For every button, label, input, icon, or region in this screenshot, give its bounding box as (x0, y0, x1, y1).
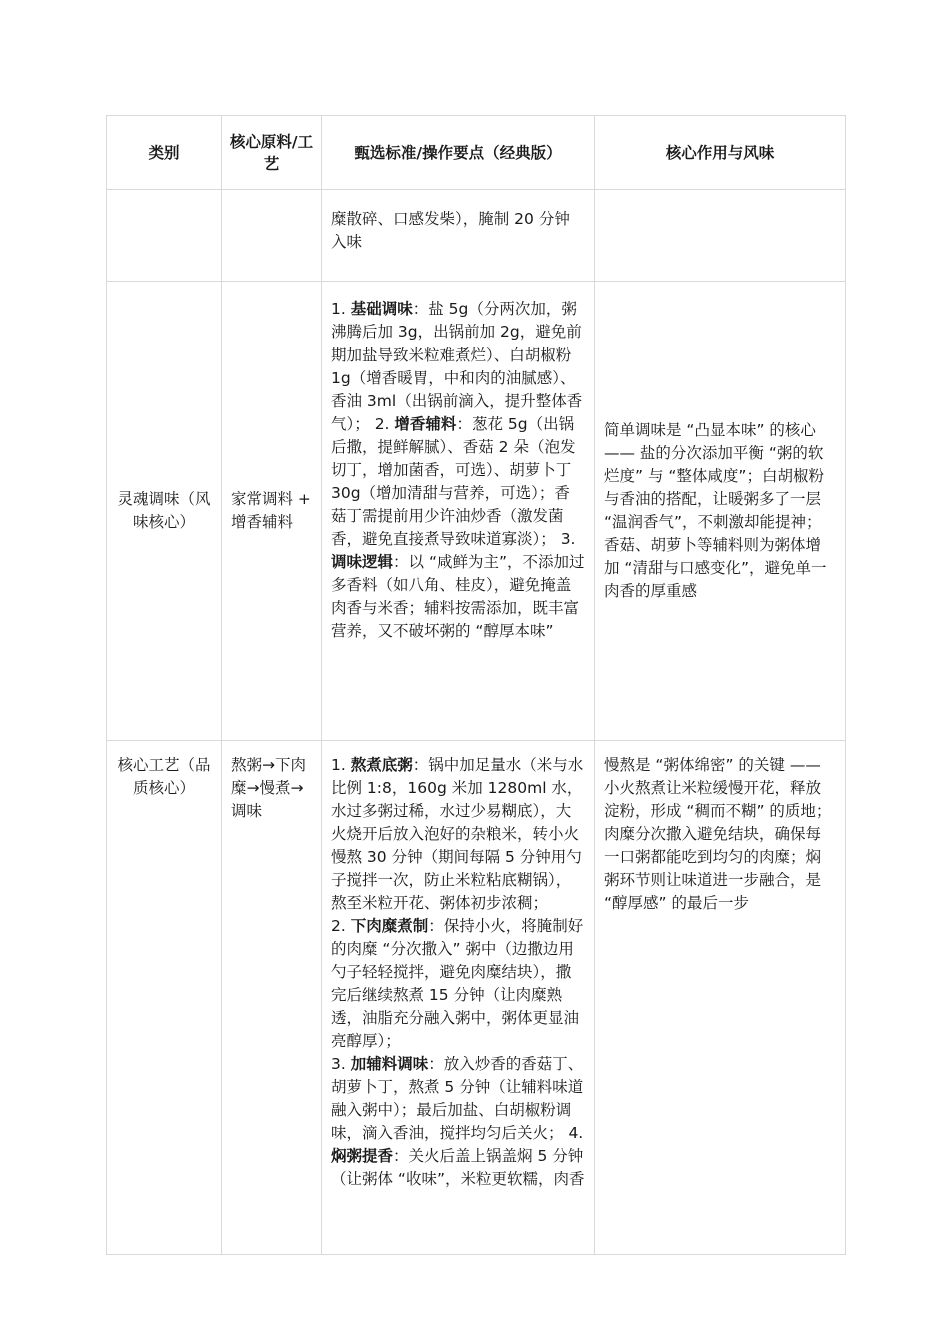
step-text: ：以 “咸鲜为主”，不添加过多香料（如八角、桂皮），避免掩盖肉香与米香；辅料按需添加，既丰富营养，又不破坏粥的 “醇厚本味” (331, 553, 585, 640)
step-title: 增香辅料 (394, 415, 457, 433)
cell-material: 家常调料 + 增香辅料 (222, 282, 322, 741)
cell-standard (322, 282, 595, 741)
cell-material: 熬粥→下肉糜→慢煮→调味 (222, 741, 322, 1255)
cell-effect: 简单调味是 “凸显本味” 的核心 —— 盐的分次添加平衡 “粥的软烂度” 与 “整体咸度”；白胡椒粉与香油的搭配，让暖粥多了一层 “温润香气”，不刺激却能提神；香菇、胡萝卜等辅料则为粥体增加 “清甜与口感变化”，避免单一肉香的厚重感 (595, 282, 846, 741)
step-text: ：关火后盖上锅盖焖 5 分钟（让粥体 “收味”，米粒更软糯，肉香 (331, 1147, 585, 1188)
recipe-table (106, 115, 846, 1255)
step-number: 4. (563, 1124, 584, 1142)
step-text: ：葱花 5g（出锅后撒，提鲜解腻）、香菇 2 朵（泡发切丁，增加菌香，可选）、胡萝卜丁 30g（增加清甜与营养，可选）；香菇丁需提前用少许油炒香（激发菌香，避免直接煮导致味道寡淡）； (331, 415, 576, 548)
step-text: ：盐 5g（分两次加，粥沸腾后加 3g，出锅前加 2g，避免前期加盐导致米粒难煮烂）、白胡椒粉 1g（增香暖胃，中和肉的油腻感）、香油 3ml（出锅前滴入，提升整体香气）； (331, 300, 583, 433)
step-number: 2. (369, 415, 395, 433)
cell-content (331, 754, 585, 1230)
header-category: 类别 (107, 116, 222, 190)
step-title: 加辅料调味 (350, 1055, 429, 1073)
step-number: 3. (555, 530, 576, 548)
step-number: 1. (331, 756, 351, 774)
cell-effect: 慢熬是 “粥体绵密” 的关键 —— 小火熬煮让米粒缓慢开花，释放淀粉，形成 “稠而不糊” 的质地；肉糜分次撒入避免结块，确保每一口粥都能吃到均匀的肉糜；焖粥环节则让味道进一步融合，是 “醇厚感” 的最后一步 (595, 741, 846, 1255)
cell-category: 灵魂调味（风味核心） (107, 282, 222, 741)
cell-material (222, 190, 322, 282)
table-row (107, 282, 846, 741)
table-row (107, 741, 846, 1255)
header-material: 核心原料/工艺 (222, 116, 322, 190)
cell-effect (595, 190, 846, 282)
cell-category (107, 190, 222, 282)
step-title: 调味逻辑 (331, 553, 394, 571)
step-number: 2. (331, 917, 351, 935)
header-effect: 核心作用与风味 (595, 116, 846, 190)
step-text: ：放入炒香的香菇丁、胡萝卜丁，熬煮 5 分钟（让辅料味道融入粥中）；最后加盐、白胡椒粉调味，滴入香油，搅拌均匀后关火； (331, 1055, 584, 1142)
header-standard: 甄选标准/操作要点（经典版） (322, 116, 595, 190)
step-text: ：保持小火，将腌制好的肉糜 “分次撒入” 粥中（边撒边用勺子轻轻搅拌，避免肉糜结块），撒完后继续熬煮 15 分钟（让肉糜熟透，油脂充分融入粥中，粥体更显油亮醇厚）； (331, 917, 584, 1050)
step-title: 基础调味 (350, 300, 413, 318)
cell-category: 核心工艺（品质核心） (107, 741, 222, 1255)
table-header-row (107, 116, 846, 190)
cell-standard: 糜散碎、口感发柴），腌制 20 分钟入味 (322, 190, 595, 282)
table-row (107, 190, 846, 282)
step-text: ：锅中加足量水（米与水比例 1:8，160g 米加 1280ml 水，水过多粥过稀，水过少易糊底），大火烧开后放入泡好的杂粮米，转小火慢熬 30 分钟（期间每隔 5 分钟用勺子搅拌一次，防止米粒粘底糊锅），熬至米粒开花、粥体初步浓稠； (331, 756, 584, 912)
step-title: 焖粥提香 (331, 1147, 394, 1165)
step-number: 3. (331, 1055, 351, 1073)
step-title: 熬煮底粥 (350, 756, 413, 774)
cell-standard (322, 741, 595, 1255)
step-title: 下肉糜煮制 (350, 917, 429, 935)
step-number: 1. (331, 300, 351, 318)
